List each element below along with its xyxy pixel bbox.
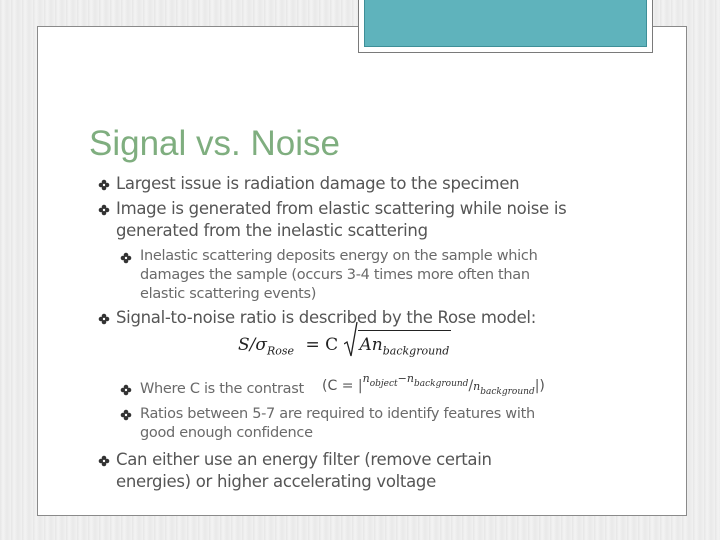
flower-bullet-icon <box>98 204 110 216</box>
bullet-7-line-1: Can either use an energy filter (remove certain <box>116 450 492 469</box>
radical-sign-icon <box>344 322 358 358</box>
square-root <box>344 330 452 357</box>
rose-equals: = C <box>305 335 339 355</box>
flower-bullet-icon <box>98 455 110 467</box>
bullet-1-line-1: Largest issue is radiation damage to the specimen <box>116 174 520 193</box>
radicand <box>358 330 452 357</box>
flower-bullet-icon <box>98 313 110 325</box>
cf-den: n <box>473 380 481 393</box>
bullet-7-line-2: energies) or higher accelerating voltage <box>116 472 436 491</box>
flower-bullet-icon <box>120 252 132 264</box>
rose-equation <box>238 330 451 370</box>
slide-title: Signal vs. Noise <box>89 124 340 163</box>
cf-minus: −n <box>397 372 414 385</box>
bullet-4-line-1: Signal-to-noise ratio is described by the Rose model: <box>116 308 536 327</box>
cf-open: (C = | <box>322 378 363 394</box>
radicand-main: An <box>359 335 383 355</box>
radicand-sub: background <box>382 344 450 358</box>
cf-slash: / <box>468 378 474 394</box>
cf-close: |) <box>534 378 545 394</box>
bullet-5-line-1: Where C is the contrast <box>140 381 304 397</box>
flower-bullet-icon <box>120 409 132 421</box>
bullet-3-line-3: elastic scattering events) <box>140 286 317 302</box>
bullet-6-line-1: Ratios between 5-7 are required to identify features with <box>140 406 535 422</box>
flower-bullet-icon <box>120 384 132 396</box>
bullet-2-line-1: Image is generated from elastic scattering while noise is <box>116 199 567 218</box>
rose-lhs: S/σ <box>238 335 267 355</box>
flower-bullet-icon <box>98 179 110 191</box>
cf-num-a-sub: object <box>369 378 398 389</box>
cf-den-sub: background <box>480 386 535 397</box>
cf-num-a: n <box>362 372 370 385</box>
rose-lhs-sub: Rose <box>266 344 295 358</box>
bullet-2-line-2: generated from the inelastic scattering <box>116 221 428 240</box>
cf-num-b-sub: background <box>413 378 469 389</box>
bullet-6-line-2: good enough confidence <box>140 425 313 441</box>
bullet-3-line-1: Inelastic scattering deposits energy on the sample which <box>140 248 538 264</box>
contrast-formula <box>322 372 545 397</box>
bullet-3-line-2: damages the sample (occurs 3-4 times more often than <box>140 267 530 283</box>
